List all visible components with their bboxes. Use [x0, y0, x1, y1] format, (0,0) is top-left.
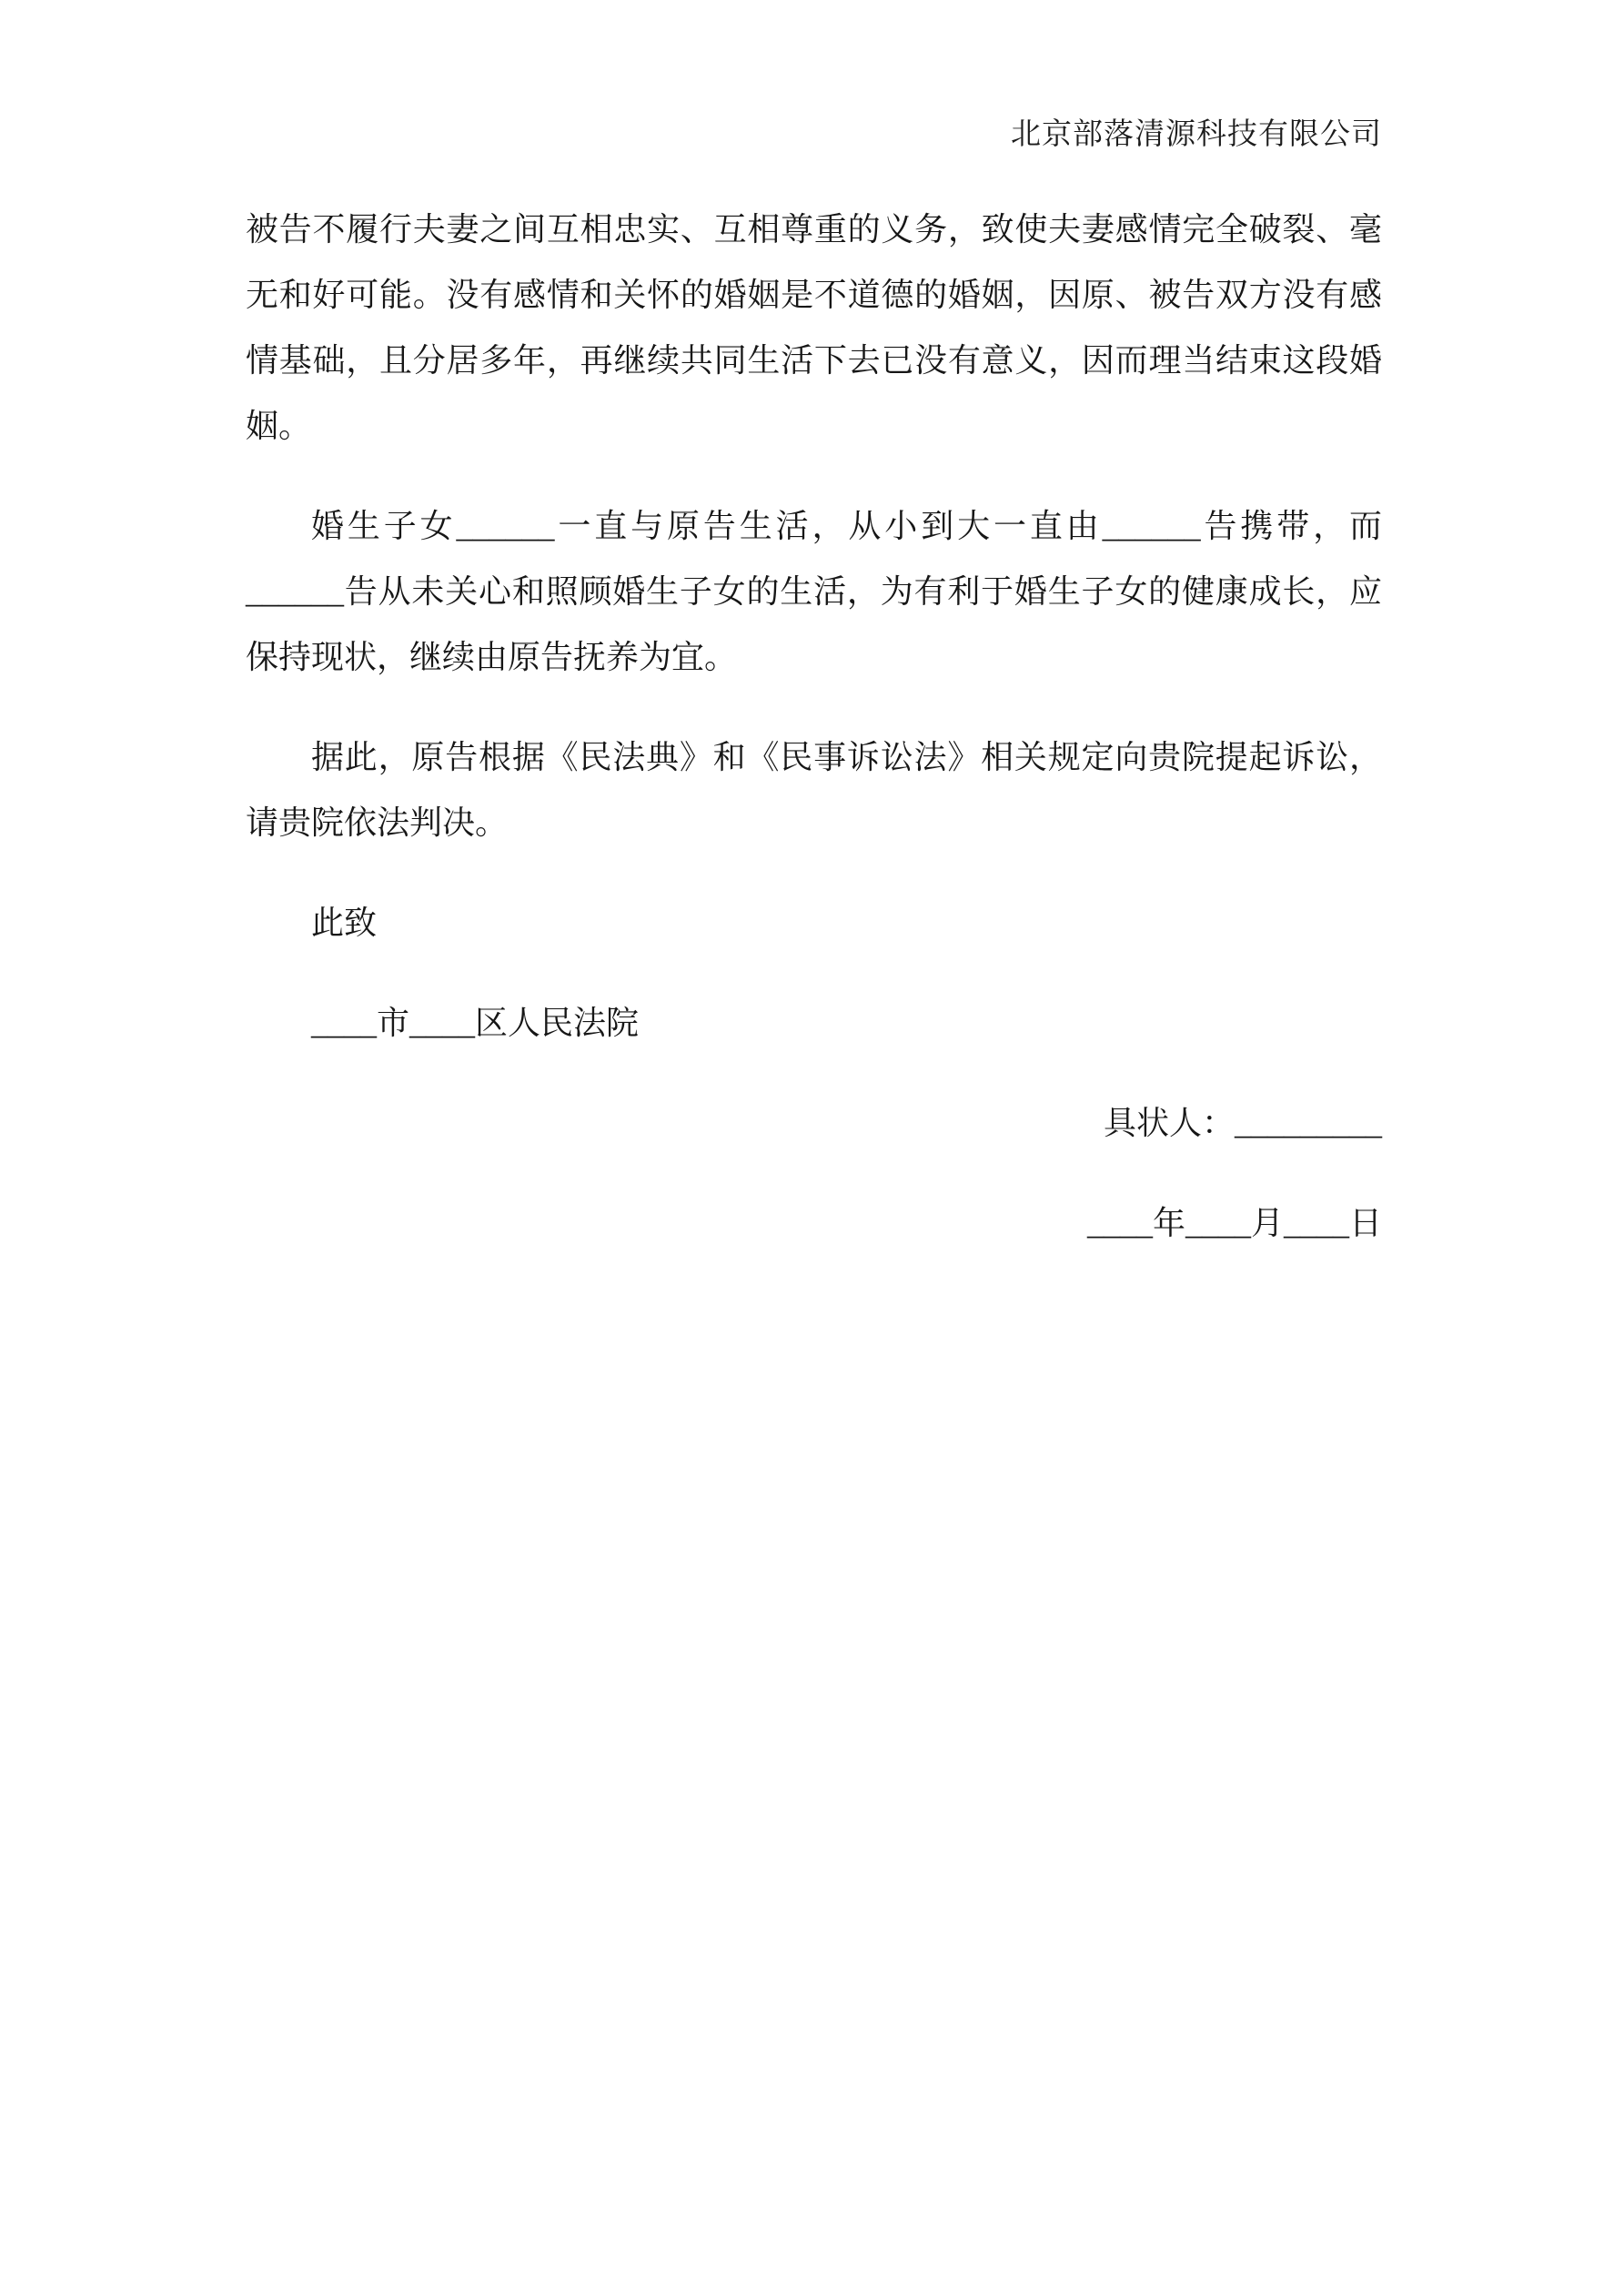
paragraph-children-custody: 婚生子女______一直与原告生活，从小到大一直由______告携带，而______告从未关心和照顾婚生子女的生活，为有利于婚生子女的健康成长，应保持现状，继续由原告抚养为宜。: [246, 508, 1382, 675]
paragraph-marriage-breakdown: 被告不履行夫妻之间互相忠实、互相尊重的义务，致使夫妻感情完全破裂、毫无和好可能。没有感情和关怀的婚姻是不道德的婚姻，因原、被告双方没有感情基础，且分居多年，再继续共同生活下去已没有意义，因而理当结束这段婚姻。: [246, 211, 1382, 444]
signature-petitioner-line: 具状人：_________: [1103, 1105, 1382, 1141]
document-body: [246, 197, 1382, 1256]
paragraph-legal-basis: 据此，原告根据《民法典》和《民事诉讼法》相关规定向贵院提起诉讼，请贵院依法判决。: [246, 739, 1382, 841]
closing-court-line: ____市____区人民法院: [311, 1005, 640, 1041]
company-header: 北京部落清源科技有限公司: [1011, 116, 1382, 150]
closing-salute: 此致: [311, 905, 378, 941]
signature-date-line: ____年____月____日: [1086, 1205, 1382, 1241]
